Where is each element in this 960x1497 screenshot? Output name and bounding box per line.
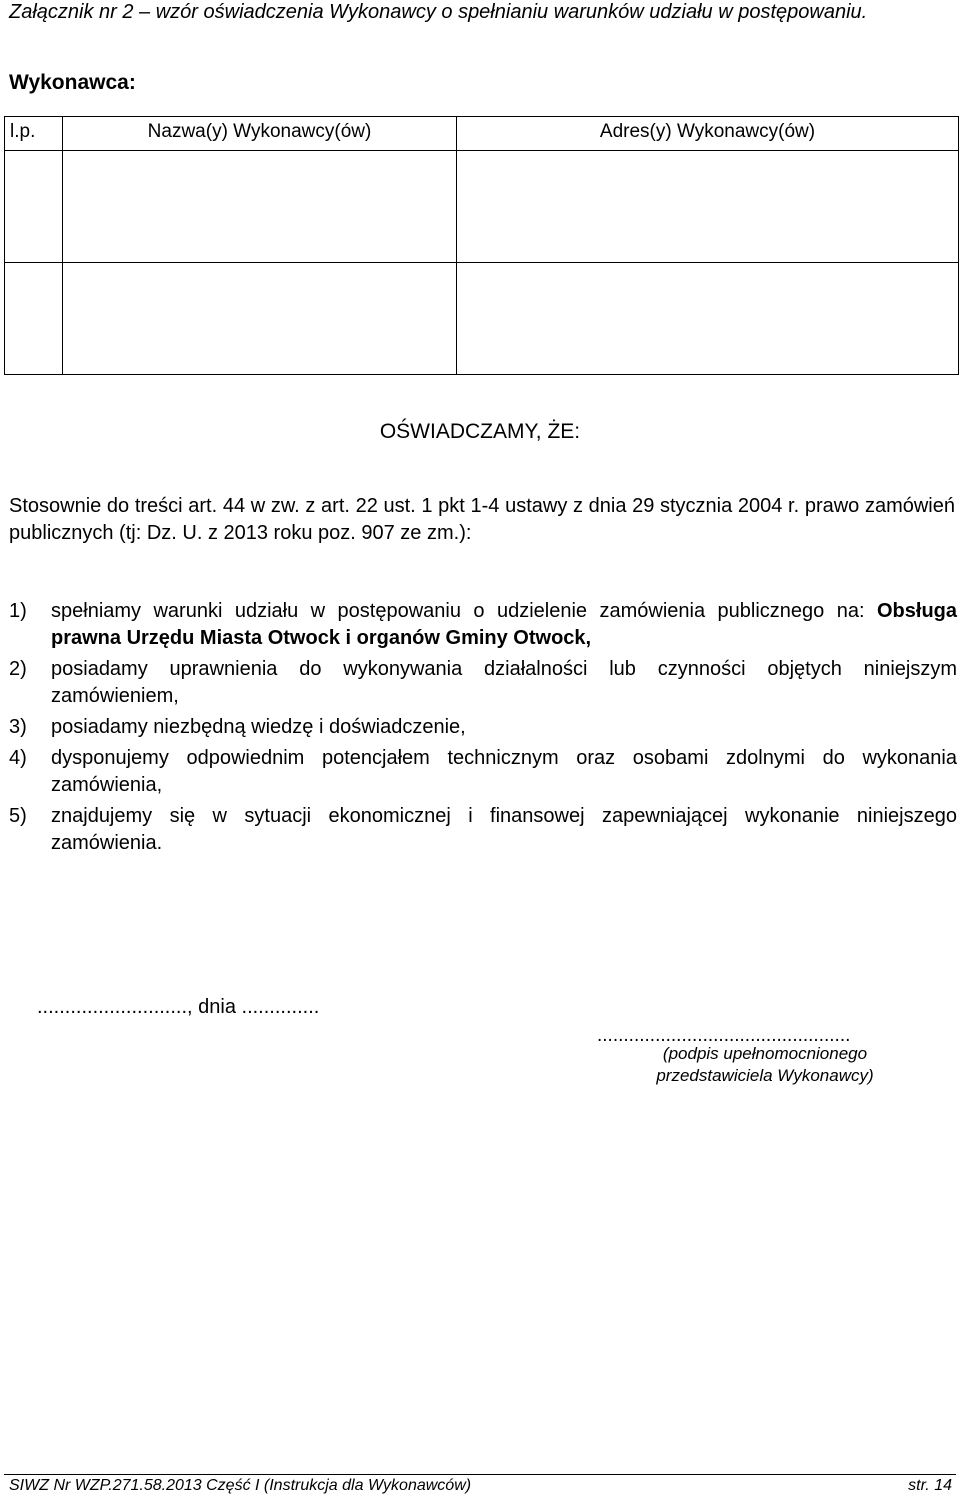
table-cell-address[interactable] [457, 151, 959, 263]
footer-document-reference: SIWZ Nr WZP.271.58.2013 Część I (Instrukcja dla Wykonawców) [9, 1477, 472, 1494]
list-item-number: 4) [9, 747, 27, 769]
list-item-text: posiadamy niezbędną wiedzę i doświadczenie, [51, 716, 466, 738]
column-header-address: Adres(y) Wykonawcy(ów) [457, 117, 959, 151]
conditions-list [9, 598, 957, 861]
column-header-lp: l.p. [5, 117, 63, 151]
table-cell-lp[interactable] [5, 151, 63, 263]
contractor-table [4, 116, 959, 375]
list-item [9, 803, 957, 857]
contractor-label: Wykonawca: [9, 71, 136, 94]
place-date-field: ..........................., dnia .............. [37, 996, 320, 1018]
footer-divider [4, 1474, 956, 1475]
list-item-text: spełniamy warunki udziału w postępowaniu o udzielenie zamówienia publicznego na: [51, 600, 877, 622]
signature-line: ................................................ [597, 1025, 851, 1046]
list-item [9, 714, 957, 741]
intro-paragraph: Stosownie do treści art. 44 w zw. z art. 22 ust. 1 pkt 1-4 ustawy z dnia 29 stycznia 2004 r. prawo zamówień publicznych (tj: Dz. U. z 2013 roku poz. 907 ze zm.): [9, 495, 955, 544]
list-item [9, 745, 957, 799]
list-item-number: 3) [9, 716, 27, 738]
footer-page-number: str. 14 [908, 1477, 952, 1494]
column-header-name: Nazwa(y) Wykonawcy(ów) [63, 117, 457, 151]
table-cell-lp[interactable] [5, 263, 63, 375]
list-item-bold-text: Obsługa prawna Urzędu Miasta Otwock i organów Gminy Otwock, [51, 600, 957, 649]
table-cell-name[interactable] [63, 263, 457, 375]
declaration-heading: OŚWIADCZAMY, ŻE: [379, 420, 581, 443]
list-item-number: 5) [9, 805, 27, 827]
table-cell-address[interactable] [457, 263, 959, 375]
attachment-header: Załącznik nr 2 – wzór oświadczenia Wykonawcy o spełnianiu warunków udziału w postępowaniu. [9, 1, 868, 23]
list-item-text: posiadamy uprawnienia do wykonywania działalności lub czynności objętych niniejszym zamówieniem, [51, 658, 957, 707]
list-item-text: znajdujemy się w sytuacji ekonomicznej i finansowej zapewniającej wykonanie niniejszego zamówienia. [51, 805, 957, 854]
table-cell-name[interactable] [63, 151, 457, 263]
table-header-row [5, 117, 959, 151]
list-item-text: dysponujemy odpowiednim potencjałem technicznym oraz osobami zdolnymi do wykonania zamówienia, [51, 747, 957, 796]
list-item [9, 598, 957, 652]
list-item-number: 1) [9, 600, 27, 622]
table-row [5, 151, 959, 263]
signature-caption: (podpis upełnomocnionego przedstawiciela Wykonawcy) [656, 1044, 874, 1085]
list-item [9, 656, 957, 710]
table-row [5, 263, 959, 375]
list-item-number: 2) [9, 658, 27, 680]
